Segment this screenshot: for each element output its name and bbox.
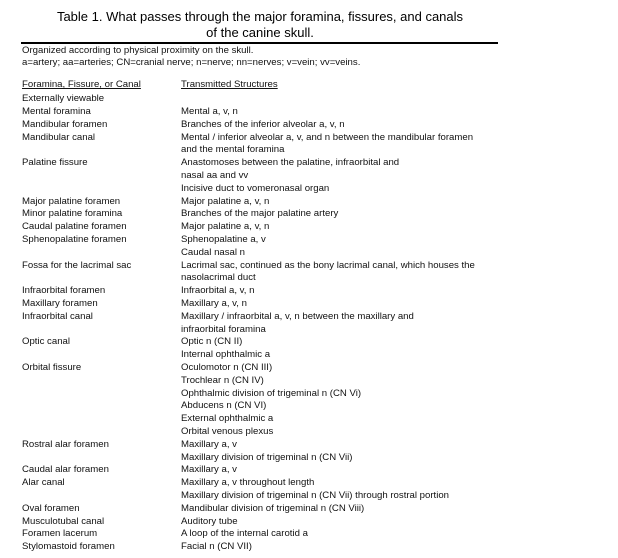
structure-line: A loop of the internal carotid a bbox=[181, 528, 308, 540]
foramen-name: Caudal palatine foramen bbox=[22, 221, 127, 233]
foramen-name: Rostral alar foramen bbox=[22, 438, 109, 450]
structure-line: Trochlear n (CN IV) bbox=[181, 374, 264, 386]
foramen-name: Caudal alar foramen bbox=[22, 464, 109, 476]
transmitted-structures bbox=[181, 362, 501, 439]
structure-line: Maxillary / infraorbital a, v, n between the maxillary and bbox=[181, 310, 414, 322]
structure-line: Branches of the major palatine artery bbox=[181, 208, 339, 220]
foramen-name: Mental foramina bbox=[22, 106, 91, 117]
foramen-name: Foramen lacerum bbox=[22, 528, 98, 540]
structure-line: Lacrimal sac, continued as the bony lacrimal canal, which houses the bbox=[181, 259, 475, 271]
table-row bbox=[0, 311, 618, 337]
table-row bbox=[0, 157, 618, 195]
structure-line: Facial n (CN VII) bbox=[181, 541, 252, 553]
transmitted-structures bbox=[181, 196, 501, 209]
transmitted-structures bbox=[181, 477, 501, 503]
table-row bbox=[0, 196, 618, 209]
structure-line: Maxillary a, v throughout length bbox=[181, 477, 315, 489]
table-row bbox=[0, 132, 618, 158]
structure-line: Caudal nasal n bbox=[181, 246, 246, 258]
foramen-name: Oval foramen bbox=[22, 502, 80, 514]
transmitted-structures bbox=[181, 119, 501, 132]
table-note-organization: Organized according to physical proximity on the skull. bbox=[22, 45, 254, 56]
structure-line: Incisive duct to vomeronasal organ bbox=[181, 182, 330, 194]
structure-line: External ophthalmic a bbox=[181, 413, 274, 425]
transmitted-structures bbox=[181, 298, 501, 311]
table-row bbox=[0, 541, 618, 554]
table-row bbox=[0, 503, 618, 516]
structure-line: Maxillary a, v bbox=[181, 464, 237, 476]
transmitted-structures bbox=[181, 285, 501, 298]
table-row bbox=[0, 285, 618, 298]
structure-line: Maxillary division of trigeminal n (CN Vii) through rostral portion bbox=[181, 489, 450, 501]
foramen-name: Infraorbital foramen bbox=[22, 285, 106, 297]
table-row bbox=[0, 234, 618, 260]
transmitted-structures bbox=[181, 106, 501, 119]
section-label: Externally viewable bbox=[22, 93, 105, 104]
table-row bbox=[0, 336, 618, 362]
structure-line: Oculomotor n (CN III) bbox=[181, 361, 273, 373]
transmitted-structures bbox=[181, 464, 501, 477]
transmitted-structures bbox=[181, 221, 501, 234]
table-row bbox=[0, 221, 618, 234]
structure-line: Mental / inferior alveolar a, v, and n between the mandibular foramen bbox=[181, 131, 474, 143]
structure-line: Anastomoses between the palatine, infraorbital and bbox=[181, 157, 400, 169]
foramen-name: Orbital fissure bbox=[22, 361, 82, 373]
transmitted-structures bbox=[181, 503, 501, 516]
transmitted-structures bbox=[181, 311, 501, 337]
structure-line: Internal ophthalmic a bbox=[181, 349, 271, 361]
structure-line: Infraorbital a, v, n bbox=[181, 285, 255, 297]
table-row bbox=[0, 464, 618, 477]
table-note-abbreviations: a=artery; aa=arteries; CN=cranial nerve; n=nerve; nn=nerves; v=vein; vv=veins. bbox=[22, 57, 361, 68]
structure-line: and the mental foramina bbox=[181, 144, 285, 156]
transmitted-structures bbox=[181, 541, 501, 554]
structure-line: Major palatine a, v, n bbox=[181, 221, 270, 233]
table-body bbox=[0, 106, 618, 554]
transmitted-structures bbox=[181, 516, 501, 529]
foramen-name: Infraorbital canal bbox=[22, 310, 93, 322]
structure-line: infraorbital foramina bbox=[181, 323, 266, 335]
structure-line: Abducens n (CN VI) bbox=[181, 400, 267, 412]
table-row bbox=[0, 528, 618, 541]
transmitted-structures bbox=[181, 260, 501, 286]
structure-line: Orbital venous plexus bbox=[181, 425, 274, 437]
transmitted-structures bbox=[181, 528, 501, 541]
transmitted-structures bbox=[181, 132, 501, 158]
structure-line: Maxillary a, v bbox=[181, 438, 237, 450]
foramen-name: Minor palatine foramina bbox=[22, 208, 123, 220]
structure-line: nasal aa and vv bbox=[181, 169, 249, 181]
table-row bbox=[0, 516, 618, 529]
structure-line: Mandibular division of trigeminal n (CN Viii) bbox=[181, 502, 365, 514]
foramen-name: Alar canal bbox=[22, 477, 65, 489]
transmitted-structures bbox=[181, 439, 501, 465]
foramen-name: Optic canal bbox=[22, 336, 70, 348]
structure-line: Sphenopalatine a, v bbox=[181, 233, 266, 245]
foramen-name: Fossa for the lacrimal sac bbox=[22, 259, 132, 271]
table-caption bbox=[0, 9, 520, 41]
foramen-name: Palatine fissure bbox=[22, 157, 88, 169]
table-row bbox=[0, 477, 618, 503]
structure-line: nasolacrimal duct bbox=[181, 272, 256, 284]
table-row bbox=[0, 106, 618, 119]
column-header-structures: Transmitted Structures bbox=[181, 79, 278, 90]
table-row bbox=[0, 362, 618, 439]
foramen-name: Stylomastoid foramen bbox=[22, 541, 115, 553]
structure-line: Optic n (CN II) bbox=[181, 336, 243, 348]
structure-line: Ophthalmic division of trigeminal n (CN Vi) bbox=[181, 387, 362, 399]
table-row bbox=[0, 208, 618, 221]
top-rule bbox=[21, 42, 498, 44]
structure-line: Mental a, v, n bbox=[181, 106, 238, 117]
caption-line-2: of the canine skull. bbox=[206, 25, 314, 40]
foramen-name: Maxillary foramen bbox=[22, 297, 98, 309]
foramen-name: Mandibular foramen bbox=[22, 118, 108, 130]
structure-line: Major palatine a, v, n bbox=[181, 195, 270, 207]
structure-line: Maxillary division of trigeminal n (CN Vii) bbox=[181, 451, 353, 463]
structure-line: Auditory tube bbox=[181, 515, 238, 527]
foramen-name: Major palatine foramen bbox=[22, 195, 121, 207]
transmitted-structures bbox=[181, 157, 501, 195]
table-row bbox=[0, 298, 618, 311]
structure-line: Maxillary a, v, n bbox=[181, 297, 247, 309]
structure-line: Branches of the inferior alveolar a, v, n bbox=[181, 118, 345, 130]
transmitted-structures bbox=[181, 234, 501, 260]
column-header-foramina: Foramina, Fissure, or Canal bbox=[22, 79, 141, 90]
foramen-name: Mandibular canal bbox=[22, 131, 96, 143]
transmitted-structures bbox=[181, 336, 501, 362]
caption-line-1: Table 1. What passes through the major foramina, fissures, and canals bbox=[56, 9, 464, 24]
table-row bbox=[0, 260, 618, 286]
table-row bbox=[0, 439, 618, 465]
foramen-name: Musculotubal canal bbox=[22, 515, 105, 527]
transmitted-structures bbox=[181, 208, 501, 221]
table-row bbox=[0, 119, 618, 132]
foramen-name: Sphenopalatine foramen bbox=[22, 233, 127, 245]
